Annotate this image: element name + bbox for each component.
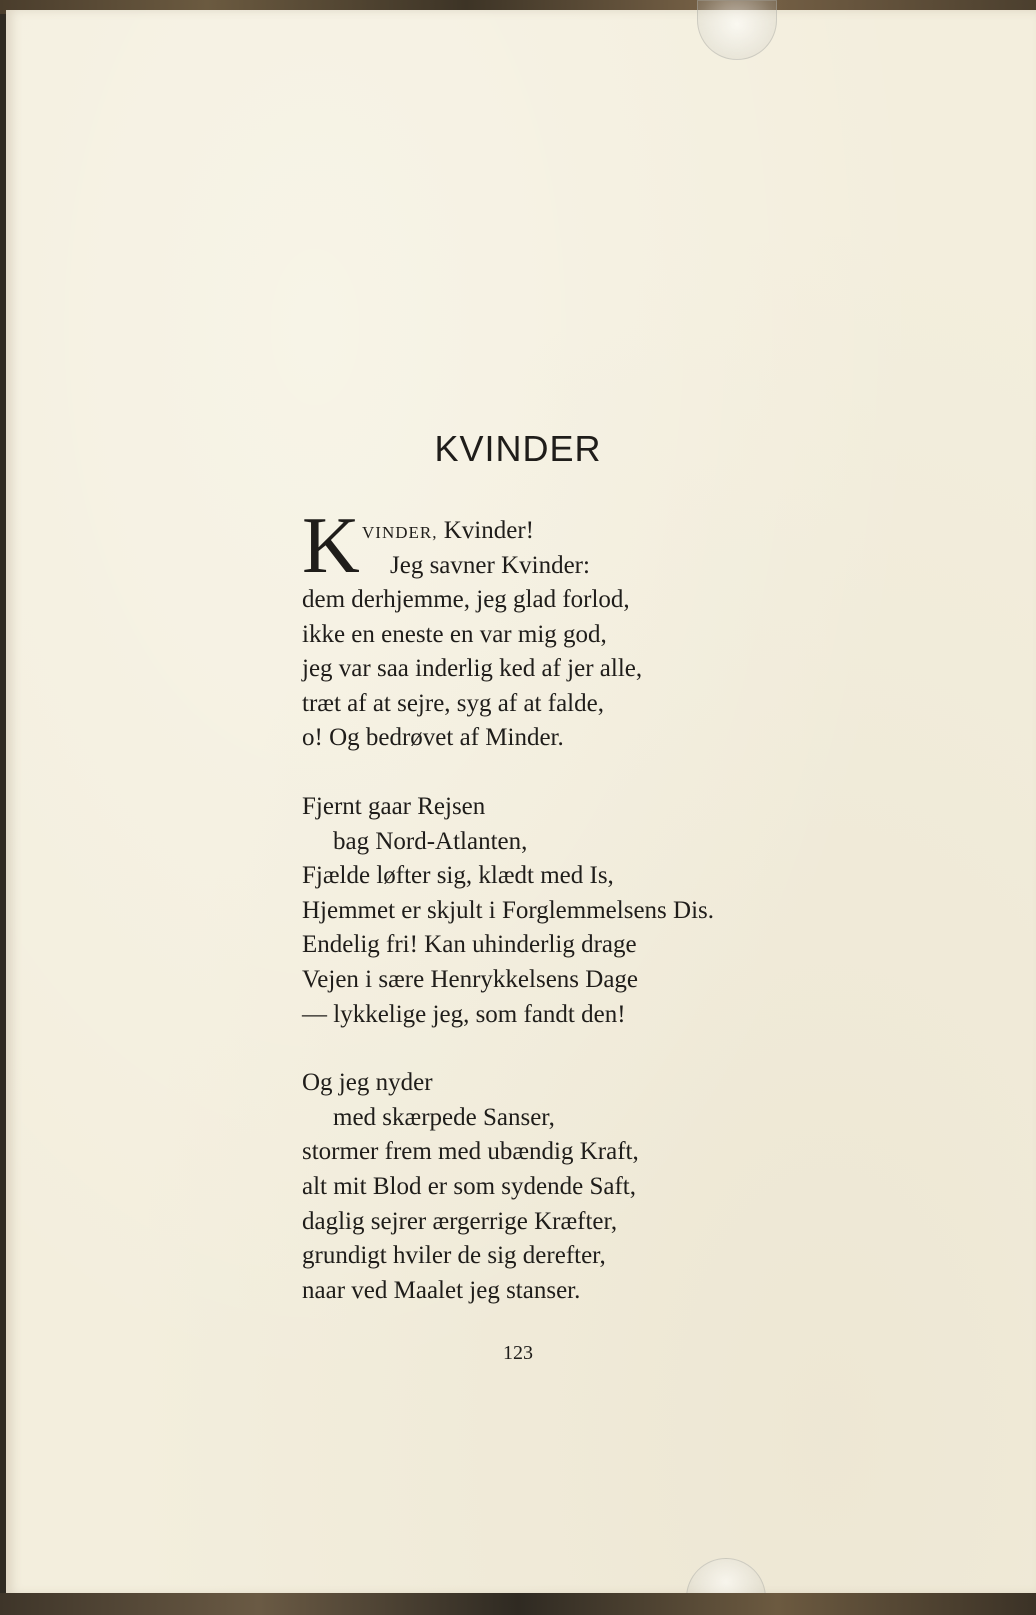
first-line-rest: Kvinder!: [437, 517, 534, 544]
poem-line: — lykkelige jeg, som fandt den!: [302, 1000, 626, 1028]
stanza-2: [302, 790, 1002, 1032]
poem-line: Endelig fri! Kan uhinderlig drage: [302, 931, 637, 959]
poem-line: stormer frem med ubændig Kraft,: [302, 1138, 639, 1166]
drop-cap-letter: K: [302, 502, 360, 590]
poem-line-1: [362, 514, 534, 549]
stanza-gap: [302, 1032, 1002, 1066]
bottom-book-edge: [0, 1593, 1036, 1615]
poem-line: daglig sejrer ærgerrige Kræfter,: [302, 1207, 618, 1235]
poem-body: [302, 502, 1002, 1308]
poem-line: dem derhjemme, jeg glad forlod,: [302, 586, 630, 613]
poem-line: Vejen i sære Henrykkelsens Dage: [302, 965, 639, 993]
poem-line: Fjælde løfter sig, klædt med Is,: [302, 862, 614, 890]
poem-line: Og jeg nyder: [302, 1069, 433, 1097]
small-caps-word: VINDER,: [362, 523, 438, 542]
stanza-3: [302, 1066, 1002, 1308]
stanza-1: [302, 583, 1002, 756]
poem-line: ikke en eneste en var mig god,: [302, 620, 607, 648]
opening-lines: [302, 502, 1002, 590]
poem-line: alt mit Blod er som sydende Saft,: [302, 1172, 636, 1200]
poem-line: Hjemmet er skjult i Forglemmelsens Dis.: [302, 896, 714, 924]
poem-line-2: Jeg savner Kvinder:: [390, 551, 590, 579]
poem-line: naar ved Maalet jeg stanser.: [302, 1276, 581, 1304]
page-number: 123: [503, 1342, 533, 1364]
poem-line-indented: bag Nord-Atlanten,: [333, 827, 528, 855]
poem-line: o! Og bedrøvet af Minder.: [302, 724, 564, 752]
poem-line: grundigt hviler de sig derefter,: [302, 1242, 606, 1270]
poem-line: Fjernt gaar Rejsen: [302, 792, 486, 820]
poem-line: jeg var saa inderlig ked af jer alle,: [302, 655, 643, 683]
poem-line: træt af at sejre, syg af at falde,: [302, 689, 604, 717]
stanza-gap: [302, 756, 1002, 790]
poem-title: KVINDER: [434, 428, 602, 469]
poem-line-indented: med skærpede Sanser,: [333, 1103, 555, 1131]
